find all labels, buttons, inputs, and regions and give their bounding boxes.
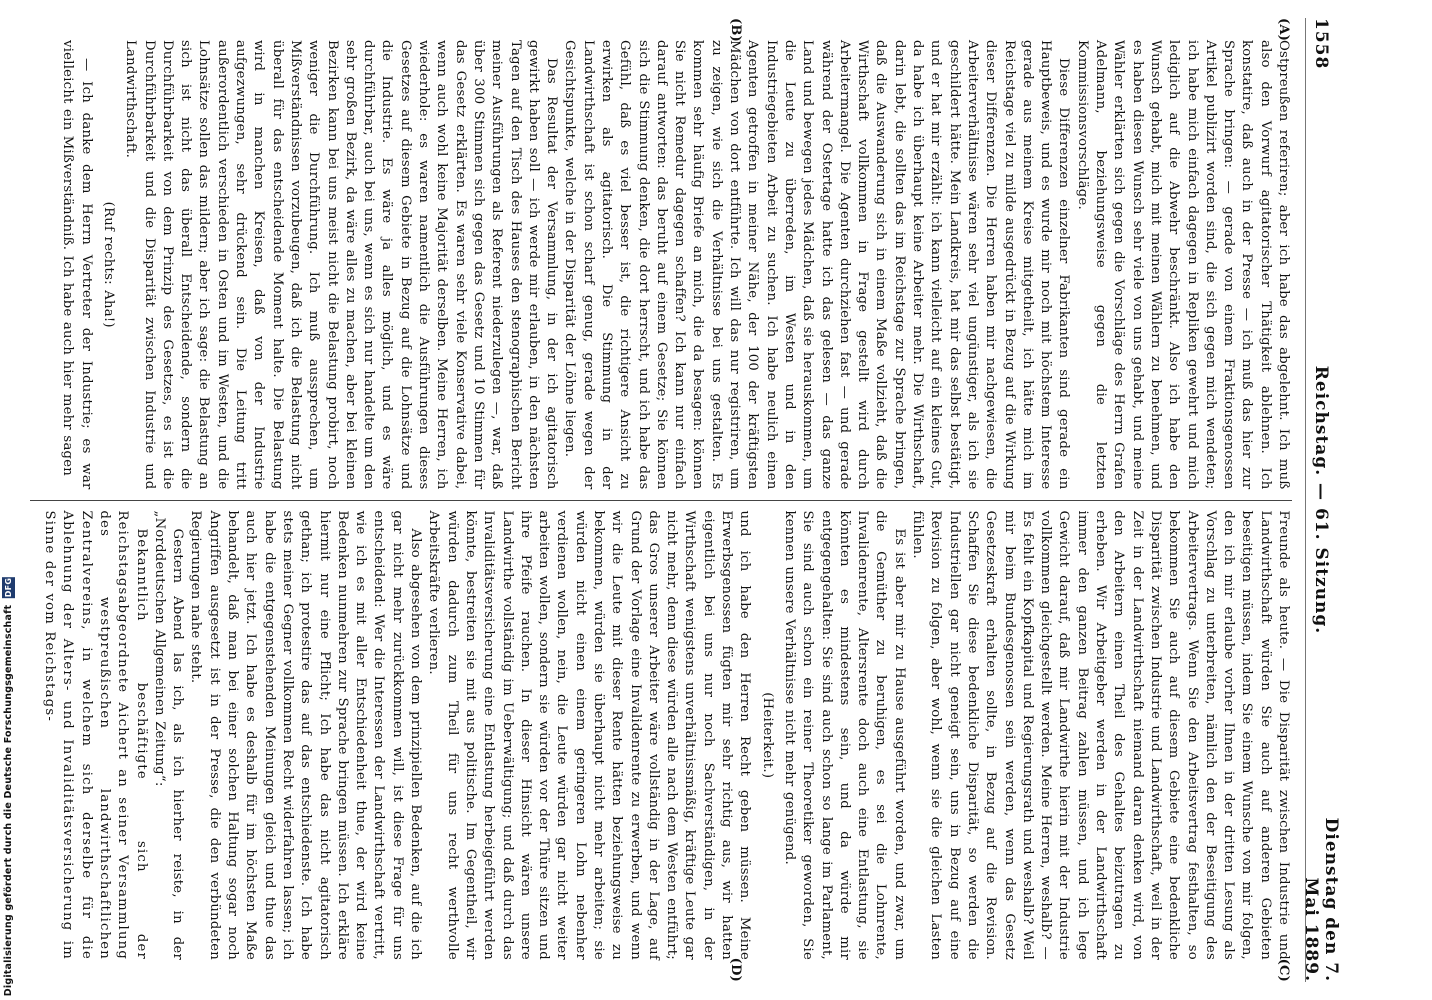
dfg-logo: DFG bbox=[3, 577, 13, 598]
running-head bbox=[1301, 18, 1341, 982]
left-paragraph-1: Ostpreußen referiren; aber ich habe das abgelehnt. Ich muß also den Vorwurf agitatorischer Thätigkeit ablehnen. Ich konstatire, daß auch in der Presse — ich muß das hier zur Sprache bringen: — gerade von einem Fraktionsgenossen Artikel publizirt worden sind, die sich gegen mich wendeten; ich habe mich einfach dagegen in Repliken gewehrt und mich lediglich auf die Abwehr beschränkt. Also ich habe den Wunsch gehabt, mich mit meinen Wählern zu benehmen, und es haben diesen Wunsch sehr viele von uns gehabt, und meine Wähler erklärten sich gegen die Vorschläge des Herrn Grafen Adelmann, beziehungsweise gegen die letzten Kommissionsvorschläge. bbox=[1074, 40, 1291, 490]
session-date: Dienstag den 7. Mai 1889. bbox=[1301, 817, 1341, 982]
margin-mark-a: (A) bbox=[1276, 18, 1291, 42]
right-interjection: (Heiterkeit.) bbox=[759, 692, 775, 779]
right-paragraph-4: und ich habe den Herren Recht geben müssen. Meine Erwerbsgenossen fügten mir sehr richtig aus, wir hatten eigentlich bei uns nur noch Sachverständigen, in der Wirthschaft wenigstens unverhältnissmäßig, kräftige Leute gar nicht mehr, denn diese würden alle nach dem Westen entführt; das Gros unserer Arbeiter wäre vollständig in der Lage, auf Grund der Vorlage eine Invalidenrente zu erwerben, und wenn wir die Leute mit dieser Rente hätten beziehungsweise zu bekommen, würden sie überhaupt nicht mehr arbeiten; sie würden nicht einen einem geringeren Lohn nebenher verdienen wollen, nein, die Leute würden gar nicht weiter arbeiten wollen, sondern sie würden vor der Thüre sitzen und ihre Pfeife rauchen. In dieser Hinsicht wären unsere Landwirthe vollständig im Ueberwältigung; und daß durch das Invaliditätsversicherung eine Entlastung herbeigeführt werden könnte, bestreiten sie mit aus politische. Im Gegentheil, wir würden dadurch zum Theil für uns recht werthvolle Arbeitskräfte verlieren. bbox=[426, 510, 753, 960]
right-paragraph-2: Es ist aber mir zu Hause ausgeführt worden, und zwar, um die Gemüther zu beruhigen, es sei die Lohnrente, Invalidenrente, Altersrente doch auch eine Entlastung, sie könnten es mindestens sein, und da würde mir entgegengehalten: Sie sind auch schon so lange im Parlament, Sie sind auch schon ein reiner Theoretiker geworden, Sie kennen unsere Verhältnisse nicht mehr genügend. bbox=[781, 510, 907, 960]
right-paragraph-5: Also abgesehen von dem prinzipiellen Bedenken, auf die ich gar nicht mehr zurückkommen will, ist diese Frage für uns entscheidend: Wer die Interessen der Landwirthschaft vertritt, wie ich es mit aller Entschiedenheit thue, der wird keine Bedenken nunmehren zur Sprache bringen müssen. Ich erkläre hiermit nur eine Pflicht; Ich habe das nicht agitatorisch gethan; ich protestire das auf das entschiedenste. Ich habe stets meiner Gegner vollkommen Recht widerfahren lassen; ich habe die entgegenstehenden Meinungen gleich und thue das auch hier jetzt. Ich habe es deshalb für im höchsten Maße behandelt, daß man bei einer solchen Haltung sogar noch Angriffen ausgesetzt ist in der Presse, die den verbündeten Regierungen nahe steht. bbox=[188, 510, 424, 960]
session-title: Reichstag. — 61. Sitzung. bbox=[1311, 365, 1331, 635]
margin-mark-d: (D) bbox=[728, 957, 743, 982]
right-paragraph-6: Gestern Abend las ich, als ich hierher reiste, in der „Norddeutschen Allgemeinen Zeitung“: bbox=[151, 510, 186, 960]
left-paragraph-3: Das Resultat der Versammlung, in der ich agitatorisch gewirkt haben soll — ich werde mir erlauben, in den nächsten Tagen auf den Tisch des Hauses den stenographischen Bericht meiner Ausführungen als Referent niederzulegen —, war, daß über 300 Stimmen sich gegen das Gesetz und 10 Stimmen für das Gesetz erklärten. Es waren sehr viele Konservative dabei, wenn auch wohl keine Majorität derselben. Meine Herren, ich wiederhole: es waren namentlich die Ausführungen dieses Gesetzes auf diesem Gebiete in Bezug auf die Lohnsätze und die Industrie. Es wäre ja alles möglich, und es wäre durchführbar, auch bei uns, wenn es sich nur handelte um den sehr großen Bezirk, da wäre alles zu machen, aber bei kleinen Bezirken kann bei uns meist nicht die Belastung probirt, noch weniger die Durchführung. Ich muß aussprechen, um Mißverständnissen vorzubeugen, daß ich die Belastung nicht überall für das entscheidende Moment halte. Die Belastung wird in manchen Kreisen, daß von der Industrie aufgezwungen, sehr drückend sein. Die Leitung tritt außerordentlich verschieden in Osten und im Westen, und die Lohnsätze sollen das mildern; aber ich sage: die Belastung an sich ist nicht das überall Entscheidende, sondern die Durchführbarkeit von dem Prinzip des Gesetzes, es ist die Durchführbarkeit und die Disparität zwischen Industrie und Landwirthschaft. bbox=[123, 40, 560, 490]
right-quotation: Bekanntlich beschäftigte sich der Reichstagsabgeordnete Aichert an seiner Versammlung des westpreußischen landwirthschaftlichen Zentralvereins, in welchem sich derselbe für die Ablehnung der Alters- und Invaliditätsversicherung im Sinne der vom Reichstags- bbox=[42, 510, 149, 960]
left-paragraph-2: Diese Differenzen einzelner Fabrikanten sind gerade ein Hauptbeweis, und es wurde mir noch mit höchstem Interesse gerade aus meinem Kreise mitgetheilt, ich hätte mich im Reichstage viel zu milde ausgedrückt in Bezug auf die Wirkung dieser Differenzen. Die Herren haben mir nachgewiesen, die Arbeiterverhältnisse wären sehr viel ungünstiger, als ich sie geschildert hätte. Mein Landkreis, hat mir das selbst bestätigt, und er hat mir erzählt: ich kann vielleicht auf ein kleines Gut, da habe ich überhaupt keine Arbeiter mehr. Die Wirthschaft, darin lebt, die sollten das im Reichstage zur Sprache bringen, daß die Auswanderung sich in einem Maße vollzieht, daß die Wirthschaft vollkommen in Frage gestellt wird durch Arbeitermangel. Die Agenten durchziehen fast — und gerade während der Ostertage hatte ich das gelesen — das ganze Land und bewegen jedes Mädchen, daß sie herauskommen, um die Leute zu überreden, im Westen und in den Industriegebieten Arbeit zu suchen. Ich habe neulich einen Agenten getroffen in meiner Nähe, der 100 der kräftigsten Mädchen von dort entführte. Ich will das nur registriren, um zu zeigen, wie sich die Verhältnisse bei uns gestalten. Es kommen sehr häufig Briefe an mich, die da besagen: können Sie nicht Remedur dagegen schaffen? Ich kann nur einfach darauf antworten: das beruht auf einem Gesetze; Sie können sich die Stimmung denken, die dort herrscht, und ich habe das Gefühl, daß es viel besser ist, die richtigere Ansicht zu erwirken als agitatorisch. Die Stimmung in der Landwirthschaft ist schon scharf genug, gerade wegen der Gesichtspunkte, welche in der Disparität der Löhne liegen. bbox=[562, 40, 1072, 490]
right-paragraph-1: Freunde als heute. — Die Disparität zwischen Industrie und Landwirthschaft würden Sie auch auf anderen Gebieten beseitigen müssen, indem Sie einem Wunsche von mir folgen, den ich mir erlaube vorher Ihnen in der dritten Lesung als Vorschlag zu unterbreiten, nämlich den der Beseitigung des Arbeitervertrags. Wenn Sie den Arbeitsvertrag festhalten, so bekommen Sie auch auf diesem Gebiete eine bedenkliche Disparität zwischen Industrie und Landwirthschaft, weil in der Zeit in der Landwirthschaft niemand daran denken wird, von den Arbeitern einen Theil des Gehaltes beizutragen zu erheben. Wir Arbeitgeber werden in der Landwirthschaft immer den ganzen Beitrag zahlen müssen, und ich lege Gewicht darauf, daß mir Landwirthe hierin mit der Industrie vollkommen gleichgestellt werden. Meine Herren, weshalb? — Es fehlt ein Kopfkapital und Regierungsrath und weshalb? Weil mir beim Bundesgenossen sein werden, wenn das Gesetz Gesetzeskraft erhalten sollte, in Bezug auf die Revision. Schaffen Sie diese bedenkliche Disparität, so werden die Industriellen gar nicht geneigt sein, uns in Bezug auf eine Revision zu folgen, aber wohl, wenn sie die gleichen Lasten fühlen. bbox=[910, 510, 1291, 960]
right-column bbox=[30, 511, 1292, 983]
page-number: 1558 bbox=[1311, 18, 1331, 70]
text-columns bbox=[30, 18, 1292, 982]
left-interjection: (Ruf rechts: Aha!) bbox=[101, 201, 116, 328]
left-column bbox=[30, 18, 1292, 490]
column-divider bbox=[30, 500, 1292, 501]
left-paragraph-5: — Ich danke dem Herrn Vertreter der Industrie; es war vielleicht ein Mißverständniß. Ich habe auch hier mehr sagen bbox=[60, 40, 94, 490]
margin-mark-b: (B) bbox=[728, 18, 743, 43]
margin-mark-c: (C) bbox=[1276, 958, 1291, 982]
dfg-credit-text: Digitalisierung gefördert durch die Deutsche Forschungsgemeinschaft bbox=[2, 604, 14, 996]
